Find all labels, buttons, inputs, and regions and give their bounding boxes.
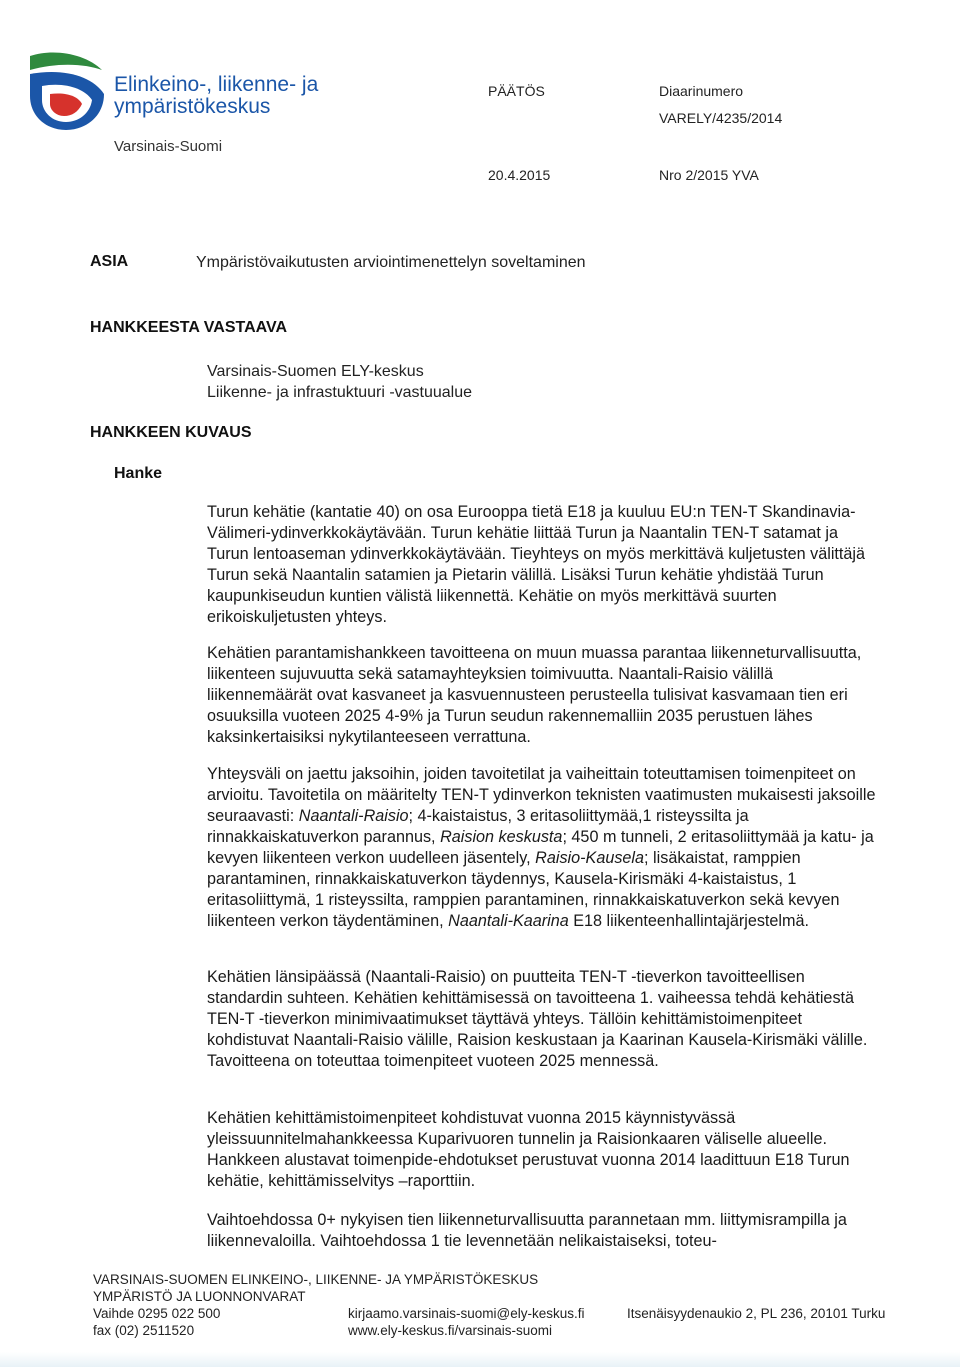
section-name-raision-keskusta: Raision keskusta <box>440 828 563 846</box>
responsible-line1: Varsinais-Suomen ELY-keskus <box>207 363 424 380</box>
diary-number: VARELY/4235/2014 <box>659 110 783 126</box>
section-name-naantali-kaarina: Naantali-Kaarina <box>448 912 569 930</box>
p3-section2-text: ; 450 m tunneli, 2 eritasoliittymää ja katu- ja kevyen liikenteen verkon uudelleen jäsentely, <box>207 828 874 867</box>
organization-name <box>114 74 318 118</box>
footer-phone: Vaihde 0295 022 500 <box>93 1306 221 1321</box>
section-name-naantali-raisio: Naantali-Raisio <box>298 807 409 825</box>
paragraph-4: Kehätien länsipäässä (Naantali-Raisio) on puutteita TEN-T -tieverkon tavoitteellisen standardin suhteen. Kehätien kehittämisessä on tavoitteena 1. vaiheessa tehdä kehätiestä TEN-T -tieverkon minimivaatimukset täyttävä yhteys. Tällöin kehittämistoimenpiteet kohdistuvat Naantali-Raisio välille, Raision keskustaan ja Kaarinan Kausela-Kirismäki välille. Tavoitteena on toteuttaa toimenpiteet vuoteen 2025 mennessä. <box>207 968 868 1070</box>
paragraph-6: Vaihtoehdossa 0+ nykyisen tien liikenneturvallisuutta parannetaan mm. liittymisrampilla ja liikennevaloilla. Vaihtoehdossa 1 tie levennetään nelikaistaiseksi, toteu- <box>207 1211 847 1250</box>
p3-section3-text: ; lisäkaistat, ramppien parantaminen, rinnakkaiskatuverkon täydennys, Kausela-Kirismäki 4-kaistaistus, 1 eritasoliittymä, 1 risteyssilta, ramppien parantaminen, rinnakkaiskatuverkon sekä kevyen liikenteen verkon täydentäminen, <box>207 849 840 930</box>
org-name-line2: ympäristökeskus <box>114 95 271 118</box>
footer-web-link[interactable]: www.ely-keskus.fi/varsinais-suomi <box>348 1323 553 1338</box>
p3-section4-text: E18 liikenteenhallintajärjestelmä. <box>568 912 810 930</box>
organization-region: Varsinais-Suomi <box>114 138 223 155</box>
description-label: HANKKEEN KUVAUS <box>90 424 252 441</box>
org-name-line1: Elinkeino-, liikenne- ja <box>114 73 319 96</box>
footer-address: Itsenäisyydenaukio 2, PL 236, 20101 Turku <box>627 1306 886 1321</box>
document-type: PÄÄTÖS <box>488 83 545 99</box>
footer-contact <box>348 1305 585 1339</box>
paragraph-3 <box>207 764 877 932</box>
footer-email-link[interactable]: kirjaamo.varsinais-suomi@ely-keskus.fi <box>348 1306 585 1321</box>
subject-label: ASIA <box>90 253 129 270</box>
ely-logo-icon <box>24 50 108 134</box>
p3-section1-text: ; 4-kaistaistus, 3 eritasoliittymää,1 risteyssilta ja rinnakkaiskatuverkon parannus, <box>207 807 749 846</box>
document-date: 20.4.2015 <box>488 167 551 183</box>
paragraph-2: Kehätien parantamishankkeen tavoitteena on muun muassa parantaa liikenneturvallisuutta, liikenteen sujuvuutta sekä satamayhteyksien toimivuutta. Naantali-Raisio välillä liikennemäärät ovat kasvaneet ja kasvuennusteen perusteella tulisivat kasvamaan tien eri osuuksilla vuoteen 2025 4-9% ja Turun seudun rakennemalliin 2035 perustuen lähes kaksinkertaisiksi nykytilanteeseen verrattuna. <box>207 644 862 746</box>
footer-org-line1: VARSINAIS-SUOMEN ELINKEINO-, LIIKENNE- JA YMPÄRISTÖKESKUS <box>93 1272 539 1287</box>
responsible-name <box>207 361 472 403</box>
paragraph-5: Kehätien kehittämistoimenpiteet kohdistuvat vuonna 2015 käynnistyvässä yleissuunnitelmahankkeessa Kuparivuoren tunnelin ja Raisionkaaren väliselle alueelle. Hankkeen alustavat toimenpide-ehdotukset perustuvat vuonna 2014 laadittuun E18 Turun kehätie, kehittämisselvitys –raporttiin. <box>207 1109 850 1190</box>
description-sublabel: Hanke <box>114 465 163 482</box>
section-name-raisio-kausela: Raisio-Kausela <box>535 849 645 867</box>
responsible-line2: Liikenne- ja infrastuktuuri -vastuualue <box>207 384 473 401</box>
footer-fax: fax (02) 2511520 <box>93 1323 195 1338</box>
diary-label: Diaarinumero <box>659 83 744 99</box>
responsible-label: HANKKEESTA VASTAAVA <box>90 319 288 336</box>
p3-intro: Yhteysväli on jaettu jaksoihin, joiden tavoitetilat ja vaiheittain toteuttamisen toimenpiteet on arvioitu. Tavoitetila on määritelty TEN-T ydinverkon teknisten vaatimusten mukaisesti jaksoille seuraavasti: <box>207 765 876 825</box>
scan-edge <box>0 1352 960 1367</box>
decision-number: Nro 2/2015 YVA <box>659 167 759 183</box>
paragraph-1: Turun kehätie (kantatie 40) on osa Eurooppa tietä E18 ja kuuluu EU:n TEN-T Skandinavia-Välimeri-ydinverkkokäytävään. Turun kehätie liittää Turun ja Naantalin TEN-T satamat ja Turun lentoaseman ydinverkkokäytävään. Tieyhteys on myös merkittävä kuljetusten välittäjä Turun sekä Naantalin satamien ja Pietarin välillä. Lisäksi Turun kehätie yhdistää Turun kaupunkiseudun kuntien välistä liikennettä. Kehätie on myös merkittävä suurten erikoiskuljetusten yhteys. <box>207 503 866 626</box>
footer-org-line2: YMPÄRISTÖ JA LUONNONVARAT <box>93 1289 306 1304</box>
subject-text: Ympäristövaikutusten arviointimenettelyn soveltaminen <box>196 254 586 271</box>
